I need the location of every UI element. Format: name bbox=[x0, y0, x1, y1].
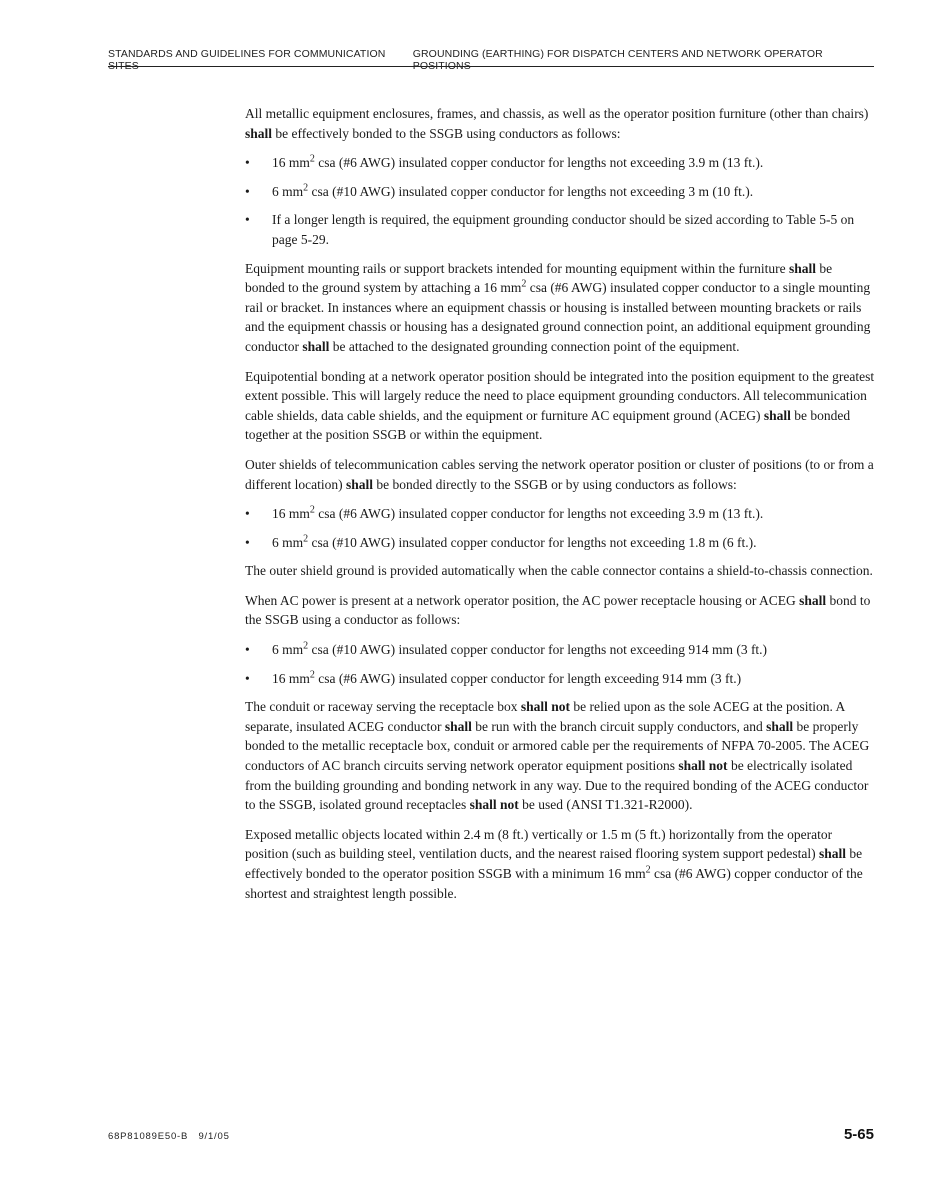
text-run: 16 mm bbox=[272, 155, 310, 171]
bold-keyword: shall not bbox=[520, 699, 571, 715]
bold-keyword: shall bbox=[819, 846, 847, 862]
bullet-icon: • bbox=[245, 534, 250, 550]
page-footer bbox=[108, 1126, 874, 1143]
text-run: be attached to the designated grounding connection point of the equipment. bbox=[329, 338, 740, 354]
text-run: csa (#10 AWG) insulated copper conductor for lengths not exceeding 3 m (10 ft.). bbox=[308, 183, 754, 199]
paragraph-mounting-rails bbox=[245, 259, 875, 357]
running-header bbox=[108, 48, 874, 72]
conductor-list-shields bbox=[245, 504, 875, 552]
text-run: be bonded to the ground system by attaching a 16 mm bbox=[245, 260, 833, 296]
text-run: be electrically isolated from the building grounding and bonding network in any way. Due to the required bonding of the ACEG conductor to the SSGB, isolated ground receptacles bbox=[245, 758, 869, 813]
page-number: 5-65 bbox=[843, 1126, 874, 1143]
text-run: csa (#6 AWG) insulated copper conductor for length exceeding 914 mm (3 ft.) bbox=[314, 670, 742, 686]
text-run: csa (#6 AWG) insulated copper conductor for lengths not exceeding 3.9 m (13 ft.). bbox=[314, 155, 764, 171]
bold-keyword: shall bbox=[245, 125, 273, 141]
paragraph-equipotential-bonding bbox=[245, 367, 875, 445]
text-run: be properly bonded to the metallic receptacle box, conduit or armored cable per the requirements of NFPA 70-2005. The ACEG conductors of AC branch circuits serving network operator equipment positions bbox=[245, 718, 870, 774]
text-run: be relied upon as the sole ACEG at the position. A separate, insulated ACEG conductor bbox=[245, 699, 845, 734]
paragraph-equipment-bonding bbox=[245, 104, 875, 143]
text-run: csa (#10 AWG) insulated copper conductor for lengths not exceeding 914 mm (3 ft.) bbox=[308, 642, 768, 658]
text-run: csa (#6 AWG) copper conductor of the shortest and straightest length possible. bbox=[245, 866, 863, 901]
header-rule bbox=[108, 66, 874, 67]
bold-keyword: shall bbox=[302, 338, 330, 354]
superscript: 2 bbox=[309, 504, 315, 516]
paragraph-shield-ground bbox=[245, 561, 875, 581]
text-run: 16 mm bbox=[272, 506, 310, 522]
text-run: 16 mm bbox=[272, 670, 310, 686]
text-run: Exposed metallic objects located within 2.4 m (8 ft.) vertically or 1.5 m (5 ft.) horizontally from the operator position (such as building steel, ventilation ducts, and the nearest raised flooring system support pedestal) bbox=[245, 826, 833, 862]
bullet-icon: • bbox=[245, 155, 250, 171]
text-run: bond to the SSGB using a conductor as follows: bbox=[245, 592, 871, 628]
bold-keyword: shall bbox=[763, 407, 791, 423]
list-item bbox=[245, 640, 875, 660]
bullet-icon: • bbox=[245, 642, 250, 658]
text-run: csa (#10 AWG) insulated copper conductor for lengths not exceeding 1.8 m (6 ft.). bbox=[308, 534, 757, 550]
bullet-icon: • bbox=[245, 506, 250, 522]
paragraph-outer-shields bbox=[245, 455, 875, 494]
superscript: 2 bbox=[309, 669, 315, 681]
text-run: If a longer length is required, the equipment grounding conductor should be sized according to Table 5-5 on page 5-29. bbox=[272, 212, 855, 247]
conductor-list-equipment bbox=[245, 153, 875, 249]
page-body bbox=[245, 104, 875, 913]
text-run: Equipment mounting rails or support brackets intended for mounting equipment within the furniture bbox=[245, 260, 790, 276]
bullet-icon: • bbox=[245, 183, 250, 199]
document-id: 68P81089E50-B 9/1/05 bbox=[108, 1131, 230, 1142]
text-run: Outer shields of telecommunication cables serving the network operator position or cluster of positions (to or from a different location) bbox=[245, 456, 874, 492]
paragraph-exposed-metallic-objects bbox=[245, 825, 875, 903]
text-run: All metallic equipment enclosures, frames, and chassis, as well as the operator position furniture (other than chairs) bbox=[245, 106, 869, 121]
bold-keyword: shall not bbox=[678, 758, 728, 774]
list-item bbox=[245, 533, 875, 553]
superscript: 2 bbox=[309, 153, 315, 165]
superscript: 2 bbox=[303, 640, 309, 652]
superscript: 2 bbox=[521, 278, 527, 290]
text-run: be effectively bonded to the operator position SSGB with a minimum 16 mm bbox=[245, 846, 863, 881]
paragraph-conduit-raceway bbox=[245, 697, 875, 815]
list-item bbox=[245, 504, 875, 524]
superscript: 2 bbox=[645, 864, 651, 876]
text-run: Equipotential bonding at a network operator position should be integrated into the position equipment to the greatest extent possible. This will largely reduce the need to place equipment grounding conductors. All telecommunication cable shields, data cable shields, and the equipment or furniture AC equipment ground (ACEG) bbox=[245, 368, 875, 423]
list-item bbox=[245, 182, 875, 202]
bullet-icon: • bbox=[245, 212, 250, 228]
text-run: be bonded directly to the SSGB or by using conductors as follows: bbox=[372, 476, 737, 492]
text-run: 6 mm bbox=[272, 534, 304, 550]
header-right-title: GROUNDING (EARTHING) FOR DISPATCH CENTERS AND NETWORK OPERATOR POSITIONS bbox=[412, 48, 823, 72]
bold-keyword: shall bbox=[444, 718, 472, 734]
text-run: be run with the branch circuit supply conductors, and bbox=[471, 718, 767, 734]
bold-keyword: shall not bbox=[469, 797, 519, 813]
bold-keyword: shall bbox=[789, 260, 817, 276]
text-run: csa (#6 AWG) insulated copper conductor to a single mounting rail or bracket. In instances where an equipment chassis or housing is installed between mounting brackets or rails and the equipment chassis or housing has a designated ground connection point, an additional equipment grounding conductor bbox=[245, 280, 871, 354]
text-run: 6 mm bbox=[272, 183, 304, 199]
conductor-list-ac-power bbox=[245, 640, 875, 688]
text-run: be used (ANSI T1.321-R2000). bbox=[518, 797, 693, 813]
superscript: 2 bbox=[303, 533, 309, 545]
bold-keyword: shall bbox=[799, 592, 827, 608]
text-run: be effectively bonded to the SSGB using conductors as follows: bbox=[272, 125, 621, 141]
header-left-title: STANDARDS AND GUIDELINES FOR COMMUNICATION SITES bbox=[108, 48, 386, 72]
superscript: 2 bbox=[303, 182, 309, 194]
text-run: be bonded together at the position SSGB or within the equipment. bbox=[245, 407, 851, 443]
text-run: When AC power is present at a network operator position, the AC power receptacle housing or ACEG bbox=[245, 592, 800, 608]
text-run: csa (#6 AWG) insulated copper conductor for lengths not exceeding 3.9 m (13 ft.). bbox=[314, 506, 764, 522]
list-item bbox=[245, 210, 875, 249]
text-run: The outer shield ground is provided automatically when the cable connector contains a shield-to-chassis connection. bbox=[245, 563, 873, 579]
text-run: The conduit or raceway serving the receptacle box bbox=[245, 699, 521, 715]
list-item bbox=[245, 669, 875, 689]
bullet-icon: • bbox=[245, 670, 250, 686]
paragraph-ac-power bbox=[245, 591, 875, 630]
list-item bbox=[245, 153, 875, 173]
text-run: 6 mm bbox=[272, 642, 304, 658]
bold-keyword: shall bbox=[766, 718, 794, 734]
bold-keyword: shall bbox=[345, 476, 373, 492]
